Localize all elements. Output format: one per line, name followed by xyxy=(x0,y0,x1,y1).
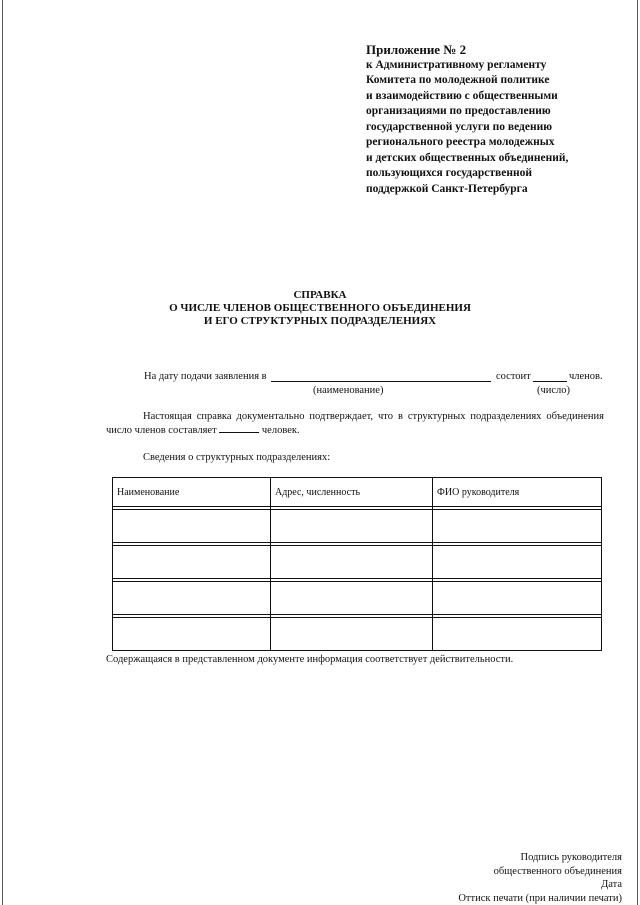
table-row xyxy=(113,510,602,543)
signature-block xyxy=(458,851,622,905)
page-edge-right xyxy=(637,0,638,905)
title-line: СПРАВКА xyxy=(293,289,347,301)
table-row xyxy=(113,618,602,651)
title-line: И ЕГО СТРУКТУРНЫХ ПОДРАЗДЕЛЕНИЯХ xyxy=(203,315,437,327)
table-cell[interactable] xyxy=(271,510,433,543)
page-edge-left xyxy=(2,0,3,905)
table-cell[interactable] xyxy=(113,546,271,579)
appendix-line: поддержкой Санкт-Петербурга xyxy=(366,182,528,195)
table-cell[interactable] xyxy=(113,510,271,543)
table-cell[interactable] xyxy=(271,582,433,615)
appendix-line: Комитета по молодежной политике xyxy=(366,74,550,86)
column-header-address: Адрес, численность xyxy=(271,478,433,507)
column-header-name: Наименование xyxy=(113,478,271,507)
signature-line: Подпись руководителя xyxy=(520,852,622,863)
appendix-line: и детских общественных объединений, xyxy=(366,151,569,164)
appendix-line: и взаимодействию с общественными xyxy=(366,89,558,102)
table-header-row xyxy=(113,478,602,507)
seal-note: Оттиск печати (при наличии печати) xyxy=(458,892,622,904)
units-member-count-field[interactable] xyxy=(219,423,259,433)
appendix-line: организациями по предоставлению xyxy=(366,105,551,117)
table-cell[interactable] xyxy=(433,510,602,543)
table-cell[interactable] xyxy=(433,618,602,651)
table-cell[interactable] xyxy=(271,546,433,579)
appendix-header xyxy=(366,42,626,197)
organization-name-field[interactable] xyxy=(271,370,491,382)
table-cell[interactable] xyxy=(433,582,602,615)
table-cell[interactable] xyxy=(113,618,271,651)
table-cell[interactable] xyxy=(271,618,433,651)
appendix-line: к Административному регламенту xyxy=(366,58,547,71)
name-hint: (наименование) xyxy=(313,385,384,396)
structural-units-table xyxy=(112,477,602,651)
accuracy-statement: Содержащаяся в представленном документе информация соответствует действительности. xyxy=(106,654,514,665)
table-cell[interactable] xyxy=(113,582,271,615)
table-row xyxy=(113,546,602,579)
appendix-line: государственной услуги по ведению xyxy=(366,120,552,133)
table-row xyxy=(113,582,602,615)
signature-line: общественного объединения xyxy=(493,865,622,877)
document-title xyxy=(0,289,640,328)
table-cell[interactable] xyxy=(433,546,602,579)
date-prefix: На дату подачи заявления в xyxy=(144,371,267,382)
number-hint: (число) xyxy=(537,385,571,396)
confirmation-paragraph xyxy=(106,410,604,437)
appendix-line: пользующихся государственной xyxy=(366,167,532,179)
appendix-number: Приложение № 2 xyxy=(366,42,467,57)
title-line: О ЧИСЛЕ ЧЛЕНОВ ОБЩЕСТВЕННОГО ОБЪЕДИНЕНИЯ xyxy=(169,302,471,314)
units-info-label: Сведения о структурных подразделениях: xyxy=(143,452,331,463)
members-label: членов. xyxy=(569,371,603,382)
date-row-hints xyxy=(0,384,640,398)
column-header-head: ФИО руководителя xyxy=(433,478,602,507)
signature-date: Дата xyxy=(601,879,622,890)
date-row xyxy=(144,370,604,384)
paragraph-text-after: человек. xyxy=(261,425,300,436)
consists-label: состоит xyxy=(496,371,531,382)
appendix-line: регионального реестра молодежных xyxy=(366,136,555,148)
member-count-field[interactable] xyxy=(533,370,567,382)
paragraph-text-before: Настоящая справка документально подтверждает, что в структурных подразделениях объединения число членов составляет xyxy=(106,411,604,436)
